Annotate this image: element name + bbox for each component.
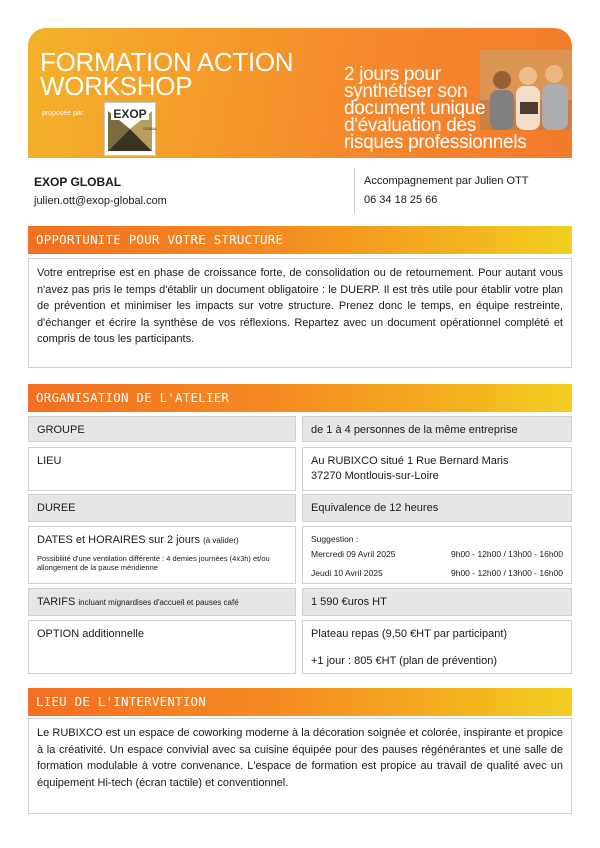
- day2-hours: 9h00 - 12h00 / 13h00 - 16h00: [450, 568, 563, 578]
- lieu-line2: 37270 Montlouis-sur-Loire: [311, 470, 439, 482]
- schedule-row: [311, 567, 563, 579]
- day1-date: Mercredi 09 Avril 2025: [311, 549, 396, 559]
- duree-label: DUREE: [28, 494, 296, 522]
- banner-tagline: [344, 66, 584, 151]
- opportunite-paragraph: Votre entreprise est en phase de croissance forte, de consolidation ou de retournement. Pour autant vous n'avez pas pris le temps d'établir un document obligatoire : le DUERP. Il est très utile pour établir votre plan de prévention et minimiser les impacts sur votre structure. Prenez donc le temps, en équipe restreinte, d'échanger et écrire la synthèse de vos réflexions. Repartez avec un document opérationnel complété et compris de tous les participants.: [28, 258, 572, 368]
- company-name: EXOP GLOBAL: [34, 175, 122, 189]
- section-heading-opportunite: OPPORTUNITE POUR VOTRE STRUCTURE: [28, 226, 572, 254]
- day2-date: Jeudi 10 Avril 2025: [311, 568, 383, 578]
- phone-number: 06 34 18 25 66: [364, 194, 438, 206]
- section-heading-organisation: ORGANISATION DE L'ATELIER: [28, 384, 572, 412]
- option-line1: Plateau repas (9,50 €HT par participant): [311, 628, 508, 640]
- banner-title: [40, 47, 294, 101]
- banner-title-line2: WORKSHOP: [40, 71, 193, 101]
- tagline-line: synthétiser son: [344, 81, 468, 102]
- lieu-label: LIEU: [28, 447, 296, 491]
- groupe-value: de 1 à 4 personnes de la même entreprise: [302, 416, 572, 442]
- lieu-paragraph: Le RUBIXCO est un espace de coworking moderne à la décoration soignée et colorée, inspirante et propice à la créativité. Un espace convivial avec sa cuisine équipée pour des pauses régénérantes et une salle de formation modulable à votre convenance. L'espace de formation est propice au travail de qualité avec un équipement Hi-tech (écran tactile) et conventionnel.: [28, 718, 572, 814]
- contact-block: [28, 168, 572, 214]
- svg-text:GLOBAL: GLOBAL: [143, 127, 158, 131]
- dates-label: [28, 526, 296, 584]
- tagline-line: risques professionnels: [344, 132, 527, 153]
- dates-value: [302, 526, 572, 584]
- tagline-line: d'évaluation des: [344, 115, 476, 136]
- lieu-line1: Au RUBIXCO situé 1 Rue Bernard Maris: [311, 455, 509, 467]
- tagline-line: 2 jours pour: [344, 64, 441, 85]
- lieu-value: [302, 447, 572, 491]
- exop-global-logo: [104, 102, 156, 156]
- header-banner: [28, 28, 572, 158]
- dates-heading: DATES et HORAIRES sur 2 jours: [37, 534, 201, 546]
- banner-title-line1: FORMATION ACTION: [40, 47, 294, 77]
- tarifs-heading: TARIFS: [37, 596, 76, 608]
- schedule-row: [311, 548, 563, 560]
- dates-note: (à valider): [203, 536, 239, 545]
- accompaniment-text: Accompagnement par Julien OTT: [364, 175, 529, 187]
- section-heading-lieu: LIEU DE L'INTERVENTION: [28, 688, 572, 716]
- option-line2: +1 jour : 805 €HT (plan de prévention): [311, 655, 497, 667]
- suggestion-label: Suggestion :: [311, 534, 359, 544]
- dates-subnote: Possibilité d'une ventilation différente : 4 demies journées (4x3h) et/ou allongement de la pause méridienne: [37, 554, 270, 572]
- option-value: [302, 620, 572, 674]
- tarifs-value: 1 590 €uros HT: [302, 588, 572, 616]
- tarifs-note: incluant mignardises d'accueil et pauses café: [78, 598, 239, 607]
- proposed-by-label: proposée par: [42, 110, 84, 117]
- option-label: OPTION additionnelle: [28, 620, 296, 674]
- duree-value: Equivalence de 12 heures: [302, 494, 572, 522]
- tagline-line: document unique: [344, 98, 486, 119]
- contact-divider: [354, 168, 355, 214]
- day1-hours: 9h00 - 12h00 / 13h00 - 16h00: [450, 549, 563, 559]
- tarifs-label: [28, 588, 296, 616]
- email-link[interactable]: julien.ott@exop-global.com: [34, 195, 167, 207]
- groupe-label: GROUPE: [28, 416, 296, 442]
- svg-text:EXOP: EXOP: [113, 107, 147, 121]
